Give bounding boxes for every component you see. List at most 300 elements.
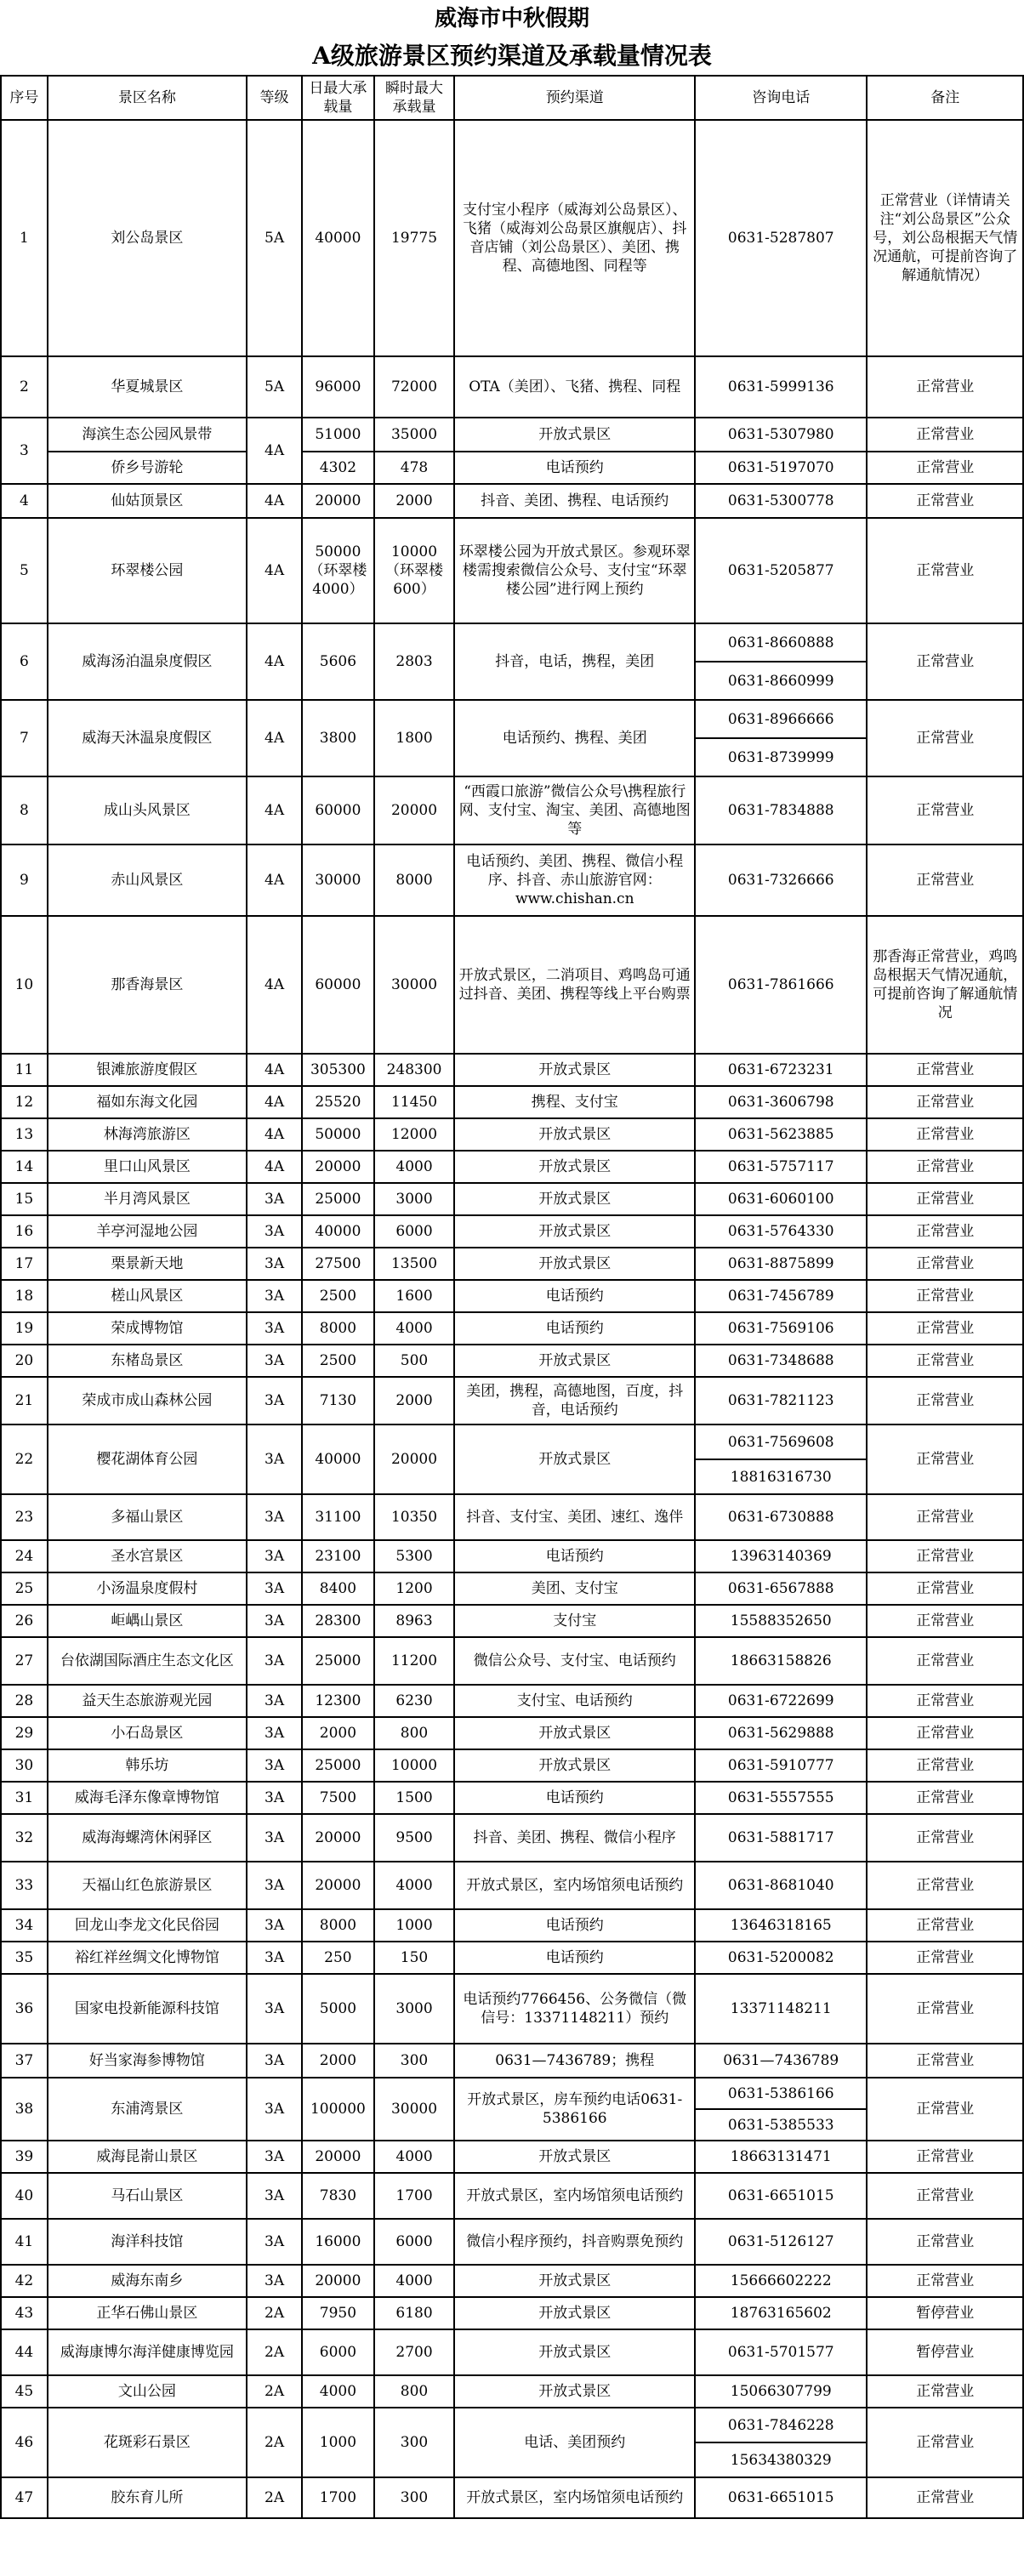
phone-cell: 13371148211 — [695, 1974, 867, 2044]
instant-capacity-cell: 4000 — [374, 1862, 455, 1909]
daily-capacity-cell: 250 — [302, 1942, 373, 1974]
level-cell: 4A — [247, 1086, 302, 1118]
note-cell: 正常营业 — [867, 418, 1023, 452]
phone-cell: 0631-7861666 — [695, 916, 867, 1054]
booking-channel-cell: 开放式景区 — [454, 2375, 695, 2408]
booking-channel-cell: 开放式景区，室内场馆须电话预约 — [454, 2477, 695, 2518]
note-cell: 正常营业 — [867, 452, 1023, 484]
table-row — [1, 623, 1023, 662]
row-number-cell: 13 — [1, 1118, 48, 1151]
instant-capacity-cell: 10000 — [374, 1749, 455, 1782]
row-number-cell: 41 — [1, 2219, 48, 2265]
level-cell: 4A — [247, 776, 302, 844]
spot-name-cell: 海滨生态公园风景带 — [48, 418, 247, 452]
instant-capacity-cell: 35000 — [374, 418, 455, 452]
note-cell: 正常营业 — [867, 518, 1023, 623]
table-row — [1, 1572, 1023, 1605]
note-cell: 正常营业 — [867, 2173, 1023, 2219]
spot-name-cell: 那香海景区 — [48, 916, 247, 1054]
daily-capacity-cell: 25000 — [302, 1637, 373, 1685]
level-cell: 3A — [247, 1215, 302, 1248]
spot-name-cell: 天福山红色旅游景区 — [48, 1862, 247, 1909]
note-cell: 暂停营业 — [867, 2297, 1023, 2329]
booking-channel-cell: 抖音，电话，携程，美团 — [454, 623, 695, 700]
booking-channel-cell: 抖音、美团、携程、微信小程序 — [454, 1814, 695, 1862]
phone-cell: 0631-8875899 — [695, 1248, 867, 1280]
daily-capacity-cell: 31100 — [302, 1494, 373, 1540]
booking-channel-cell: 电话预约 — [454, 452, 695, 484]
phone-cell: 0631-5881717 — [695, 1814, 867, 1862]
booking-channel-cell: 开放式景区，室内场馆须电话预约 — [454, 1862, 695, 1909]
phone-cell: 0631—7436789 — [695, 2044, 867, 2078]
phone-cell: 0631-5623885 — [695, 1118, 867, 1151]
header-cell: 咨询电话 — [695, 76, 867, 120]
table-row — [1, 1909, 1023, 1942]
phone-cell: 0631-5287807 — [695, 120, 867, 356]
spot-name-cell: 槎山风景区 — [48, 1280, 247, 1312]
booking-channel-cell: 开放式景区 — [454, 2329, 695, 2375]
row-number-cell: 26 — [1, 1605, 48, 1637]
note-cell: 正常营业 — [867, 1572, 1023, 1605]
spot-name-cell: 益天生态旅游观光园 — [48, 1685, 247, 1717]
instant-capacity-cell: 2000 — [374, 1377, 455, 1424]
instant-capacity-cell: 30000 — [374, 916, 455, 1054]
instant-capacity-cell: 8000 — [374, 844, 455, 916]
instant-capacity-cell: 1600 — [374, 1280, 455, 1312]
table-row — [1, 1151, 1023, 1183]
spot-name-cell: 栗景新天地 — [48, 1248, 247, 1280]
daily-capacity-cell: 50000（环翠楼4000） — [302, 518, 373, 623]
daily-capacity-cell: 3800 — [302, 700, 373, 776]
spot-name-cell: 华夏城景区 — [48, 356, 247, 418]
note-cell: 正常营业 — [867, 1345, 1023, 1377]
table-row — [1, 1377, 1023, 1424]
level-cell: 3A — [247, 1974, 302, 2044]
phone-cell: 0631-6730888 — [695, 1494, 867, 1540]
row-number-cell: 27 — [1, 1637, 48, 1685]
instant-capacity-cell: 4000 — [374, 1151, 455, 1183]
daily-capacity-cell: 8000 — [302, 1909, 373, 1942]
row-number-cell: 40 — [1, 2173, 48, 2219]
phone-cell: 0631-8681040 — [695, 1862, 867, 1909]
daily-capacity-cell: 20000 — [302, 1814, 373, 1862]
booking-channel-cell: 开放式景区，二消项目、鸡鸣岛可通过抖音、美团、携程等线上平台购票 — [454, 916, 695, 1054]
spot-name-cell: 荣成博物馆 — [48, 1312, 247, 1345]
row-number-cell: 17 — [1, 1248, 48, 1280]
level-cell: 4A — [247, 623, 302, 700]
phone-cell: 0631-7821123 — [695, 1377, 867, 1424]
daily-capacity-cell: 8400 — [302, 1572, 373, 1605]
row-number-cell: 19 — [1, 1312, 48, 1345]
table-row — [1, 2173, 1023, 2219]
instant-capacity-cell: 300 — [374, 2408, 455, 2477]
instant-capacity-cell: 9500 — [374, 1814, 455, 1862]
phone-cell: 0631-5385533 — [695, 2109, 867, 2141]
table-row — [1, 2265, 1023, 2297]
phone-cell: 13963140369 — [695, 1540, 867, 1572]
instant-capacity-cell: 3000 — [374, 1974, 455, 2044]
booking-channel-cell: 开放式景区 — [454, 1248, 695, 1280]
table-row — [1, 700, 1023, 738]
row-number-cell: 4 — [1, 484, 48, 518]
instant-capacity-cell: 20000 — [374, 776, 455, 844]
phone-cell: 15634380329 — [695, 2442, 867, 2477]
note-cell: 正常营业 — [867, 1280, 1023, 1312]
spot-name-cell: 福如东海文化园 — [48, 1086, 247, 1118]
spot-name-cell: 威海昆嵛山景区 — [48, 2141, 247, 2173]
spot-name-cell: 银滩旅游度假区 — [48, 1054, 247, 1086]
daily-capacity-cell: 20000 — [302, 2265, 373, 2297]
table-row — [1, 1086, 1023, 1118]
level-cell: 3A — [247, 1637, 302, 1685]
row-number-cell: 44 — [1, 2329, 48, 2375]
note-cell: 那香海正常营业，鸡鸣岛根据天气情况通航，可提前咨询了解通航情况 — [867, 916, 1023, 1054]
row-number-cell: 30 — [1, 1749, 48, 1782]
instant-capacity-cell: 1800 — [374, 700, 455, 776]
note-cell: 正常营业 — [867, 2408, 1023, 2477]
row-number-cell: 6 — [1, 623, 48, 700]
phone-cell: 0631-5910777 — [695, 1749, 867, 1782]
instant-capacity-cell: 248300 — [374, 1054, 455, 1086]
table-row — [1, 418, 1023, 452]
level-cell: 3A — [247, 2173, 302, 2219]
row-number-cell: 29 — [1, 1717, 48, 1749]
table-row — [1, 1605, 1023, 1637]
phone-cell: 13646318165 — [695, 1909, 867, 1942]
daily-capacity-cell: 16000 — [302, 2219, 373, 2265]
phone-cell: 0631-5999136 — [695, 356, 867, 418]
instant-capacity-cell: 8963 — [374, 1605, 455, 1637]
table-row — [1, 1345, 1023, 1377]
daily-capacity-cell: 1000 — [302, 2408, 373, 2477]
level-cell: 3A — [247, 1814, 302, 1862]
daily-capacity-cell: 4000 — [302, 2375, 373, 2408]
table-row — [1, 844, 1023, 916]
table-title: A级旅游景区预约渠道及承载量情况表 — [312, 42, 712, 70]
phone-cell: 0631-6060100 — [695, 1183, 867, 1215]
booking-channel-cell: 电话预约 — [454, 1942, 695, 1974]
table-row — [1, 2477, 1023, 2518]
phone-cell: 0631-3606798 — [695, 1086, 867, 1118]
booking-channel-cell: 开放式景区 — [454, 1424, 695, 1494]
spot-name-cell: 多福山景区 — [48, 1494, 247, 1540]
header-cell: 序号 — [1, 76, 48, 120]
table-row — [1, 776, 1023, 844]
row-number-cell: 16 — [1, 1215, 48, 1248]
booking-channel-cell: 开放式景区 — [454, 1054, 695, 1086]
daily-capacity-cell: 7950 — [302, 2297, 373, 2329]
phone-cell: 0631-7348688 — [695, 1345, 867, 1377]
instant-capacity-cell: 6000 — [374, 1215, 455, 1248]
table-row — [1, 1054, 1023, 1086]
note-cell: 正常营业 — [867, 1086, 1023, 1118]
instant-capacity-cell: 30000 — [374, 2078, 455, 2141]
daily-capacity-cell: 20000 — [302, 1862, 373, 1909]
phone-cell: 0631-5205877 — [695, 518, 867, 623]
phone-cell: 0631-7326666 — [695, 844, 867, 916]
level-cell: 3A — [247, 1572, 302, 1605]
table-row — [1, 2141, 1023, 2173]
instant-capacity-cell: 3000 — [374, 1183, 455, 1215]
table-row — [1, 916, 1023, 1054]
phone-cell: 0631-7569608 — [695, 1424, 867, 1459]
phone-cell: 18663131471 — [695, 2141, 867, 2173]
note-cell: 正常营业 — [867, 1637, 1023, 1685]
instant-capacity-cell: 6230 — [374, 1685, 455, 1717]
note-cell: 正常营业 — [867, 623, 1023, 700]
table-row — [1, 1540, 1023, 1572]
table-row — [1, 1183, 1023, 1215]
booking-channel-cell: 开放式景区，室内场馆须电话预约 — [454, 2173, 695, 2219]
level-cell: 3A — [247, 1605, 302, 1637]
row-number-cell: 32 — [1, 1814, 48, 1862]
phone-cell: 0631-8966666 — [695, 700, 867, 738]
spot-name-cell: 仙姑顶景区 — [48, 484, 247, 518]
level-cell: 5A — [247, 120, 302, 356]
row-number-cell: 34 — [1, 1909, 48, 1942]
booking-channel-cell: 电话预约、携程、美团 — [454, 700, 695, 776]
instant-capacity-cell: 13500 — [374, 1248, 455, 1280]
booking-channel-cell: 0631—7436789；携程 — [454, 2044, 695, 2078]
note-cell: 正常营业 — [867, 776, 1023, 844]
daily-capacity-cell: 7830 — [302, 2173, 373, 2219]
spot-name-cell: 国家电投新能源科技馆 — [48, 1974, 247, 2044]
daily-capacity-cell: 20000 — [302, 2141, 373, 2173]
note-cell: 正常营业 — [867, 484, 1023, 518]
table-row — [1, 356, 1023, 418]
instant-capacity-cell: 6180 — [374, 2297, 455, 2329]
table-row — [1, 2044, 1023, 2078]
row-number-cell: 3 — [1, 418, 48, 484]
booking-channel-cell: 电话预约、美团、携程、微信小程序、抖音、赤山旅游官网：www.chishan.cn — [454, 844, 695, 916]
level-cell: 4A — [247, 916, 302, 1054]
spot-name-cell: 半月湾风景区 — [48, 1183, 247, 1215]
level-cell: 2A — [247, 2297, 302, 2329]
spot-name-cell: 东浦湾景区 — [48, 2078, 247, 2141]
level-cell: 3A — [247, 1424, 302, 1494]
spot-name-cell: 文山公园 — [48, 2375, 247, 2408]
booking-channel-cell: 开放式景区 — [454, 2297, 695, 2329]
daily-capacity-cell: 30000 — [302, 844, 373, 916]
row-number-cell: 7 — [1, 700, 48, 776]
spot-name-cell: 羊亭河湿地公园 — [48, 1215, 247, 1248]
level-cell: 3A — [247, 1909, 302, 1942]
booking-channel-cell: 开放式景区，房车预约电话0631-5386166 — [454, 2078, 695, 2141]
daily-capacity-cell: 2500 — [302, 1345, 373, 1377]
level-cell: 4A — [247, 700, 302, 776]
instant-capacity-cell: 500 — [374, 1345, 455, 1377]
header-cell: 瞬时最大承载量 — [374, 76, 455, 120]
table-row — [1, 1494, 1023, 1540]
spot-name-cell: 林海湾旅游区 — [48, 1118, 247, 1151]
note-cell: 正常营业 — [867, 1118, 1023, 1151]
row-number-cell: 15 — [1, 1183, 48, 1215]
booking-channel-cell: 开放式景区 — [454, 2141, 695, 2173]
level-cell: 3A — [247, 2219, 302, 2265]
daily-capacity-cell: 4302 — [302, 452, 373, 484]
instant-capacity-cell: 1700 — [374, 2173, 455, 2219]
level-cell: 3A — [247, 2044, 302, 2078]
daily-capacity-cell: 60000 — [302, 776, 373, 844]
level-cell: 3A — [247, 1345, 302, 1377]
phone-cell: 15588352650 — [695, 1605, 867, 1637]
table-row — [1, 1942, 1023, 1974]
spot-name-cell: 小汤温泉度假村 — [48, 1572, 247, 1605]
instant-capacity-cell: 800 — [374, 1717, 455, 1749]
note-cell: 正常营业 — [867, 1685, 1023, 1717]
daily-capacity-cell: 51000 — [302, 418, 373, 452]
spot-name-cell: 马石山景区 — [48, 2173, 247, 2219]
note-cell: 正常营业 — [867, 1424, 1023, 1494]
table-row — [1, 2078, 1023, 2109]
header-cell: 景区名称 — [48, 76, 247, 120]
table-row — [1, 452, 1023, 484]
phone-cell: 0631-5307980 — [695, 418, 867, 452]
phone-cell: 0631-5757117 — [695, 1151, 867, 1183]
booking-channel-cell: “西霞口旅游”微信公众号\携程旅行网、支付宝、淘宝、美团、高德地图等 — [454, 776, 695, 844]
spot-name-cell: 台依湖国际酒庄生态文化区 — [48, 1637, 247, 1685]
row-number-cell: 47 — [1, 2477, 48, 2518]
phone-cell: 0631-8660888 — [695, 623, 867, 662]
instant-capacity-cell: 2803 — [374, 623, 455, 700]
phone-cell: 0631-6651015 — [695, 2477, 867, 2518]
spot-name-cell: 威海汤泊温泉度假区 — [48, 623, 247, 700]
phone-cell: 0631-6651015 — [695, 2173, 867, 2219]
daily-capacity-cell: 20000 — [302, 484, 373, 518]
scenic-spots-table — [0, 75, 1024, 2519]
row-number-cell: 22 — [1, 1424, 48, 1494]
instant-capacity-cell: 1500 — [374, 1782, 455, 1814]
phone-cell: 0631-5629888 — [695, 1717, 867, 1749]
booking-channel-cell: 支付宝、电话预约 — [454, 1685, 695, 1717]
level-cell: 4A — [247, 1151, 302, 1183]
row-number-cell: 38 — [1, 2078, 48, 2141]
note-cell: 正常营业 — [867, 2265, 1023, 2297]
spot-name-cell: 威海东南乡 — [48, 2265, 247, 2297]
booking-channel-cell: 电话预约 — [454, 1312, 695, 1345]
phone-cell: 18763165602 — [695, 2297, 867, 2329]
daily-capacity-cell: 28300 — [302, 1605, 373, 1637]
table-header-row — [1, 76, 1023, 120]
daily-capacity-cell: 7500 — [302, 1782, 373, 1814]
note-cell: 正常营业 — [867, 1054, 1023, 1086]
note-cell: 正常营业 — [867, 1494, 1023, 1540]
phone-cell: 0631-7569106 — [695, 1312, 867, 1345]
row-number-cell: 43 — [1, 2297, 48, 2329]
spot-name-cell: 侨乡号游轮 — [48, 452, 247, 484]
header-cell: 预约渠道 — [454, 76, 695, 120]
daily-capacity-cell: 8000 — [302, 1312, 373, 1345]
level-cell: 4A — [247, 418, 302, 484]
note-cell: 正常营业 — [867, 1183, 1023, 1215]
note-cell: 正常营业 — [867, 2219, 1023, 2265]
level-cell: 2A — [247, 2329, 302, 2375]
daily-capacity-cell: 5606 — [302, 623, 373, 700]
phone-cell: 0631-5300778 — [695, 484, 867, 518]
page-title: 威海市中秋假期 — [434, 6, 589, 31]
spot-name-cell: 樱花湖体育公园 — [48, 1424, 247, 1494]
row-number-cell: 9 — [1, 844, 48, 916]
row-number-cell: 37 — [1, 2044, 48, 2078]
level-cell: 3A — [247, 1942, 302, 1974]
instant-capacity-cell: 72000 — [374, 356, 455, 418]
phone-cell: 0631-7456789 — [695, 1280, 867, 1312]
level-cell: 5A — [247, 356, 302, 418]
instant-capacity-cell: 1000 — [374, 1909, 455, 1942]
spot-name-cell: 裕红祥丝绸文化博物馆 — [48, 1942, 247, 1974]
instant-capacity-cell: 11200 — [374, 1637, 455, 1685]
note-cell: 正常营业 — [867, 1814, 1023, 1862]
table-row — [1, 1814, 1023, 1862]
table-row — [1, 120, 1023, 356]
daily-capacity-cell: 60000 — [302, 916, 373, 1054]
row-number-cell: 45 — [1, 2375, 48, 2408]
booking-channel-cell: 美团，携程，高德地图，百度，抖音，电话预约 — [454, 1377, 695, 1424]
phone-cell: 0631-8660999 — [695, 662, 867, 700]
daily-capacity-cell: 40000 — [302, 1424, 373, 1494]
instant-capacity-cell: 20000 — [374, 1424, 455, 1494]
row-number-cell: 18 — [1, 1280, 48, 1312]
booking-channel-cell: 抖音、美团、携程、电话预约 — [454, 484, 695, 518]
note-cell: 暂停营业 — [867, 2329, 1023, 2375]
level-cell: 3A — [247, 1685, 302, 1717]
note-cell: 正常营业 — [867, 1717, 1023, 1749]
note-cell: 正常营业 — [867, 1248, 1023, 1280]
booking-channel-cell: 抖音、支付宝、美团、速红、逸伴 — [454, 1494, 695, 1540]
booking-channel-cell: 美团、支付宝 — [454, 1572, 695, 1605]
daily-capacity-cell: 2500 — [302, 1280, 373, 1312]
level-cell: 4A — [247, 844, 302, 916]
instant-capacity-cell: 19775 — [374, 120, 455, 356]
spot-name-cell: 韩乐坊 — [48, 1749, 247, 1782]
instant-capacity-cell: 10350 — [374, 1494, 455, 1540]
table-row — [1, 1717, 1023, 1749]
level-cell: 3A — [247, 2265, 302, 2297]
spot-name-cell: 海洋科技馆 — [48, 2219, 247, 2265]
booking-channel-cell: 环翠楼公园为开放式景区。参观环翠楼需搜索微信公众号、支付宝“环翠楼公园”进行网上预约 — [454, 518, 695, 623]
spot-name-cell: 岠嵎山景区 — [48, 1605, 247, 1637]
row-number-cell: 14 — [1, 1151, 48, 1183]
table-row — [1, 1862, 1023, 1909]
spot-name-cell: 威海毛泽东像章博物馆 — [48, 1782, 247, 1814]
level-cell: 3A — [247, 1540, 302, 1572]
spot-name-cell: 圣水宫景区 — [48, 1540, 247, 1572]
note-cell: 正常营业 — [867, 844, 1023, 916]
instant-capacity-cell: 6000 — [374, 2219, 455, 2265]
level-cell: 4A — [247, 518, 302, 623]
booking-channel-cell: 携程、支付宝 — [454, 1086, 695, 1118]
daily-capacity-cell: 12300 — [302, 1685, 373, 1717]
daily-capacity-cell: 25000 — [302, 1183, 373, 1215]
instant-capacity-cell: 478 — [374, 452, 455, 484]
booking-channel-cell: 开放式景区 — [454, 1183, 695, 1215]
booking-channel-cell: 开放式景区 — [454, 1215, 695, 1248]
level-cell: 3A — [247, 1312, 302, 1345]
row-number-cell: 23 — [1, 1494, 48, 1540]
level-cell: 3A — [247, 1494, 302, 1540]
note-cell: 正常营业 — [867, 1540, 1023, 1572]
booking-channel-cell: OTA（美团）、飞猪、携程、同程 — [454, 356, 695, 418]
phone-cell: 18663158826 — [695, 1637, 867, 1685]
note-cell: 正常营业 — [867, 1312, 1023, 1345]
booking-channel-cell: 开放式景区 — [454, 1749, 695, 1782]
header-cell: 备注 — [867, 76, 1023, 120]
note-cell: 正常营业（详情请关注“刘公岛景区”公众号，刘公岛根据天气情况通航，可提前咨询了解通航情况） — [867, 120, 1023, 356]
note-cell: 正常营业 — [867, 1151, 1023, 1183]
spot-name-cell: 东楮岛景区 — [48, 1345, 247, 1377]
spot-name-cell: 里口山风景区 — [48, 1151, 247, 1183]
booking-channel-cell: 电话预约 — [454, 1280, 695, 1312]
